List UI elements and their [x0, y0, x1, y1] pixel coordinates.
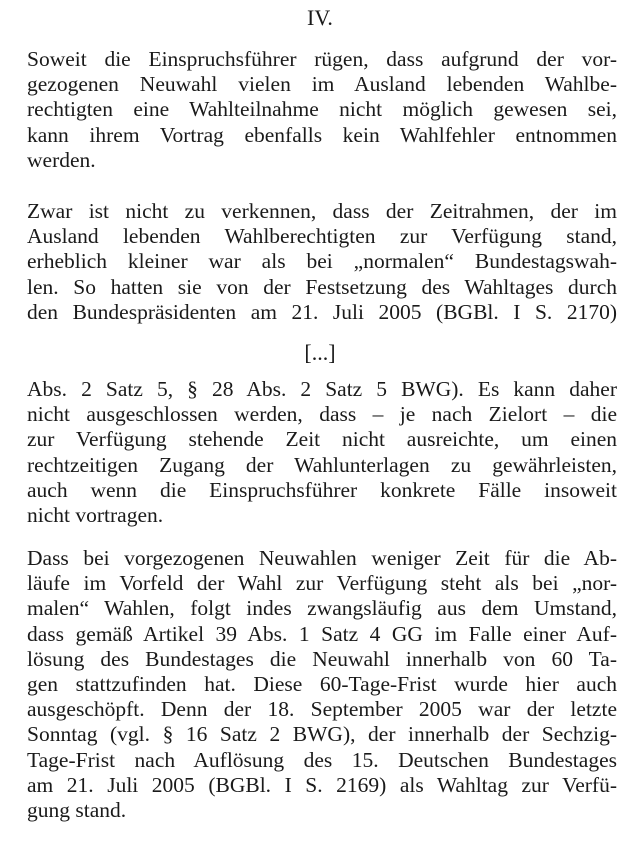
text-line: Ausland lebenden Wahlberechtigten zur Verfügung stand, — [27, 224, 617, 249]
text-line: gen stattzufinden hat. Diese 60-Tage-Frist wurde hier auch — [27, 671, 617, 696]
text-line: nicht ausgeschlossen werden, dass – je nach Zielort – die — [27, 402, 617, 427]
text-line: malen“ Wahlen, folgt indes zwangsläufig aus dem Umstand, — [27, 596, 617, 621]
text-line: len. So hatten sie von der Festsetzung des Wahltages durch — [27, 274, 617, 299]
text-line: dass gemäß Artikel 39 Abs. 1 Satz 4 GG im Falle einer Auf- — [27, 621, 617, 646]
text-line: werden. — [27, 147, 96, 172]
text-line: auch wenn die Einspruchsführer konkrete Fälle insoweit — [27, 477, 617, 502]
omission-marker: [...] — [304, 340, 336, 365]
text-line: Zwar ist nicht zu verkennen, dass der Zeitrahmen, der im — [27, 199, 617, 223]
text-line: kann ihrem Vortrag ebenfalls kein Wahlfehler entnommen — [27, 122, 617, 147]
text-line: Soweit die Einspruchsführer rügen, dass aufgrund der vor- — [27, 47, 617, 71]
text-line: gung stand. — [27, 797, 127, 822]
text-line: gezogenen Neuwahl vielen im Ausland lebenden Wahlbe- — [27, 72, 617, 97]
text-line: Tage-Frist nach Auflösung des 15. Deutschen Bundestages — [27, 747, 617, 772]
text-line: erheblich kleiner war als bei „normalen“ Bundestagswah- — [27, 249, 617, 274]
paragraph-3 — [27, 377, 617, 528]
text-line: am 21. Juli 2005 (BGBl. I S. 2169) als Wahltag zur Verfü- — [27, 772, 617, 797]
section-heading: IV. — [307, 5, 333, 30]
text-line: nicht vortragen. — [27, 502, 164, 527]
paragraph-1 — [27, 47, 617, 173]
paragraph-4 — [27, 546, 617, 823]
text-line: zur Verfügung stehende Zeit nicht ausreichte, um einen — [27, 427, 617, 452]
text-line: ausgeschöpft. Denn der 18. September 2005 war der letzte — [27, 697, 617, 722]
paragraph-2 — [27, 199, 617, 325]
text-line: rechtzeitigen Zugang der Wahlunterlagen zu gewährleisten, — [27, 452, 617, 477]
text-line: läufe im Vorfeld der Wahl zur Verfügung steht als bei „nor- — [27, 571, 617, 596]
text-line: den Bundespräsidenten am 21. Juli 2005 (BGBl. I S. 2170) — [27, 299, 617, 324]
text-line: lösung des Bundestages die Neuwahl innerhalb von 60 Ta- — [27, 646, 617, 671]
text-line: Dass bei vorgezogenen Neuwahlen weniger Zeit für die Ab- — [27, 546, 617, 570]
text-line: rechtigten eine Wahlteilnahme nicht möglich gewesen sei, — [27, 97, 617, 122]
text-line: Sonntag (vgl. § 16 Satz 2 BWG), der innerhalb der Sechzig- — [27, 722, 617, 747]
text-line: Abs. 2 Satz 5, § 28 Abs. 2 Satz 5 BWG). Es kann daher — [27, 377, 617, 401]
